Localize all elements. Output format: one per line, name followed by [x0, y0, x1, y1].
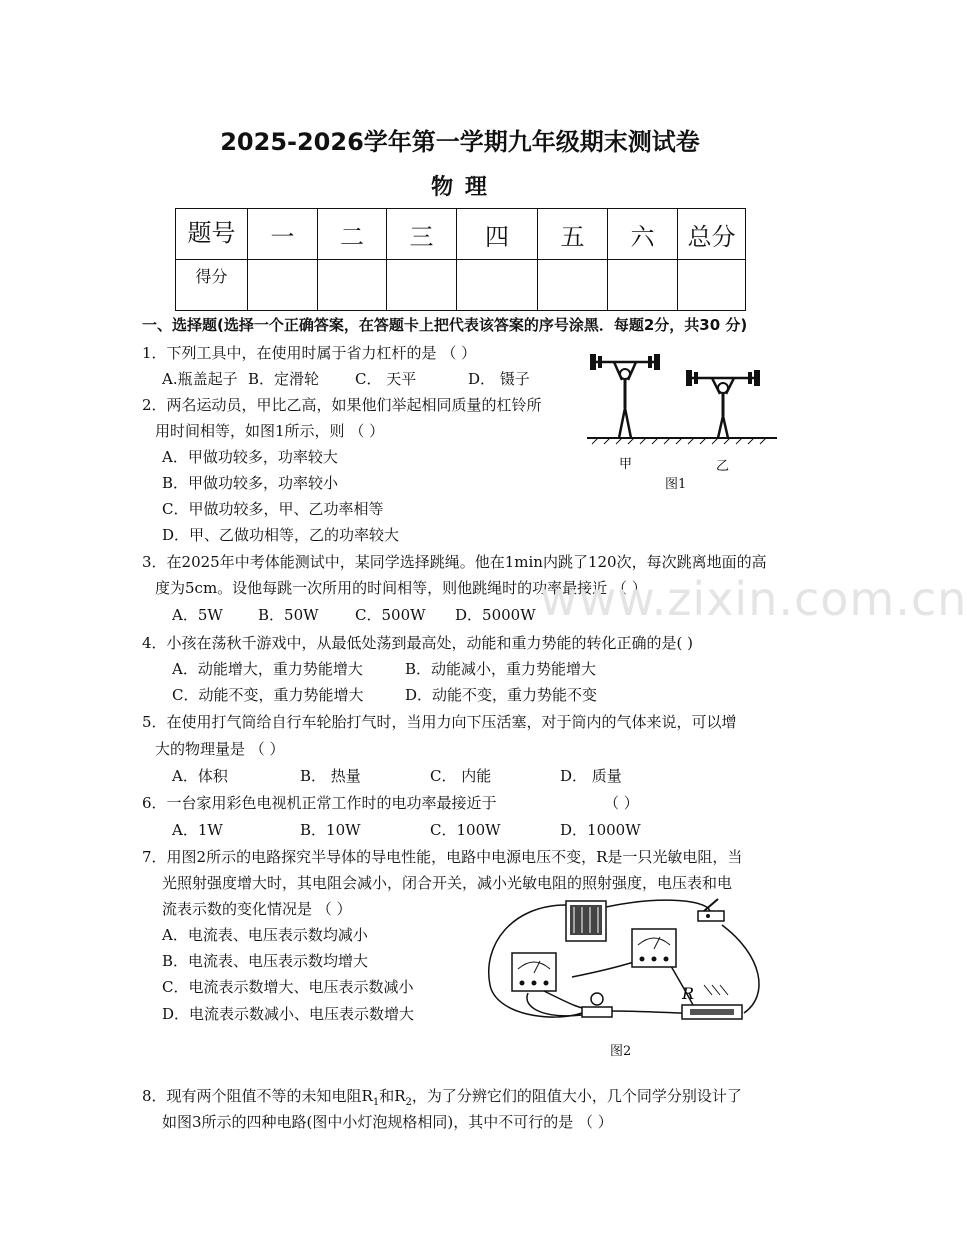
figure-1-caption: 图1 — [665, 477, 687, 492]
q6-answer-paren: （ ） — [604, 794, 639, 812]
q8-line1 — [142, 1085, 742, 1108]
score-cell — [538, 260, 608, 311]
q8-line2: 如图3所示的四种电路(图中小灯泡规格相同)，其中不可行的是 （ ） — [162, 1113, 613, 1131]
q6-option-d: D．1000W — [560, 821, 641, 839]
q5-line2: 大的物理量是 （ ） — [155, 740, 285, 758]
score-col-total: 总分 — [678, 209, 746, 260]
score-col-2: 二 — [318, 209, 387, 260]
q4-option-d: D．动能不变，重力势能不变 — [405, 686, 598, 704]
score-col-6: 六 — [608, 209, 678, 260]
section1-heading: 一、选择题(选择一个正确答案，在答题卡上把代表该答案的序号涂黑．每题2分，共30 分) — [142, 316, 748, 334]
switch — [698, 899, 724, 921]
lifter-jia — [590, 354, 660, 438]
score-col-4: 四 — [457, 209, 538, 260]
figure-2-caption: 图2 — [610, 1044, 632, 1059]
bulb — [582, 993, 612, 1017]
q2-option-a: A．甲做功较多，功率较大 — [162, 448, 338, 466]
score-cell — [678, 260, 746, 311]
q6-option-c: C．100W — [430, 821, 501, 839]
score-cell — [457, 260, 538, 311]
q5-option-b: B． 热量 — [300, 767, 361, 785]
q8-line1-c: ，为了分辨它们的阻值大小，几个同学分别设计了 — [411, 1087, 742, 1105]
lifter-yi — [686, 370, 760, 438]
figure-2-circuit — [482, 895, 772, 1035]
q4-option-a: A．动能增大，重力势能增大 — [172, 660, 363, 678]
battery — [566, 901, 606, 941]
q4-option-c: C．动能不变，重力势能增大 — [172, 686, 364, 704]
q3-line2: 度为5cm。设他每跳一次所用的时间相等，则他跳绳时的功率最接近 （ ） — [155, 579, 647, 597]
q7-option-b: B．电流表、电压表示数均增大 — [162, 952, 369, 970]
q2-line2: 用时间相等，如图1所示，则 （ ） — [155, 422, 385, 440]
q6-stem: 6．一台家用彩色电视机正常工作时的电功率最接近于 — [142, 794, 497, 812]
q3-option-c: C．500W — [355, 606, 426, 624]
q4-stem: 4．小孩在荡秋千游戏中，从最低处荡到最高处，动能和重力势能的转化正确的是( ) — [142, 634, 694, 652]
meter-right — [632, 929, 676, 967]
q7-line2: 光照射强度增大时，其电阻会减小，闭合开关，减小光敏电阻的照射强度，电压表和电 — [162, 874, 733, 892]
exam-title: 2025-2026学年第一学期九年级期末测试卷 — [220, 128, 700, 156]
q5-option-a: A．体积 — [172, 767, 228, 785]
score-cell — [318, 260, 387, 311]
score-cell — [387, 260, 457, 311]
q2-option-b: B．甲做功较多，功率较小 — [162, 474, 339, 492]
subject-title: 物 理 — [431, 175, 489, 200]
q7-option-c: C．电流表示数增大、电压表示数减小 — [162, 978, 414, 996]
q1-option-c: C． 天平 — [355, 370, 417, 388]
q7-option-d: D．电流表示数减小、电压表示数增大 — [162, 1005, 415, 1023]
q2-line1: 2．两名运动员，甲比乙高，如果他们举起相同质量的杠铃所 — [142, 396, 542, 414]
q6-option-b: B．10W — [300, 821, 361, 839]
label-r: R — [682, 984, 695, 1003]
q5-option-d: D． 质量 — [560, 767, 622, 785]
q1-option-d: D． 镊子 — [468, 370, 530, 388]
q3-option-b: B．50W — [258, 606, 319, 624]
q7-option-a: A．电流表、电压表示数均减小 — [162, 926, 368, 944]
q1-option-b: B．定滑轮 — [248, 370, 320, 388]
q8-sub2: 2 — [405, 1097, 412, 1108]
score-table — [175, 208, 746, 311]
q7-line1: 7．用图2所示的电路探究半导体的导电性能，电路中电源电压不变，R是一只光敏电阻，当 — [142, 848, 743, 866]
score-header-label: 题号 — [176, 209, 248, 260]
watermark: www.zixin.com.cn — [540, 572, 967, 626]
score-col-3: 三 — [387, 209, 457, 260]
q4-option-b: B．动能减小，重力势能增大 — [405, 660, 597, 678]
label-jia: 甲 — [619, 457, 633, 472]
q1-option-a: A.瓶盖起子 — [162, 370, 238, 388]
score-cell — [608, 260, 678, 311]
label-yi: 乙 — [716, 459, 730, 474]
score-col-1: 一 — [248, 209, 318, 260]
q5-option-c: C． 内能 — [430, 767, 492, 785]
score-col-5: 五 — [538, 209, 608, 260]
q6-option-a: A．1W — [172, 821, 223, 839]
meter-left — [512, 953, 556, 991]
q3-option-a: A．5W — [172, 606, 223, 624]
q8-sub1: 1 — [372, 1097, 380, 1108]
q2-option-d: D．甲、乙做功相等，乙的功率较大 — [162, 526, 400, 544]
q8-line1-a: 8．现有两个阻值不等的未知电阻R — [142, 1087, 373, 1105]
q3-line1: 3．在2025年中考体能测试中，某同学选择跳绳。他在1min内跳了120次，每次跳离地面的高 — [142, 553, 767, 571]
q1-stem: 1．下列工具中，在使用时属于省力杠杆的是 （ ） — [142, 344, 477, 362]
q5-line1: 5．在使用打气筒给自行车轮胎打气时，当用力向下压活塞，对于筒内的气体来说，可以增 — [142, 713, 737, 731]
q2-option-c: C．甲做功较多，甲、乙功率相等 — [162, 500, 384, 518]
q7-line3: 流表示数的变化情况是 （ ） — [162, 900, 352, 918]
q3-option-d: D．5000W — [455, 606, 536, 624]
score-row-label: 得分 — [176, 260, 248, 311]
score-cell — [248, 260, 318, 311]
q8-line1-b: 和R — [379, 1087, 406, 1105]
figure-1-weightlifters — [582, 348, 782, 488]
